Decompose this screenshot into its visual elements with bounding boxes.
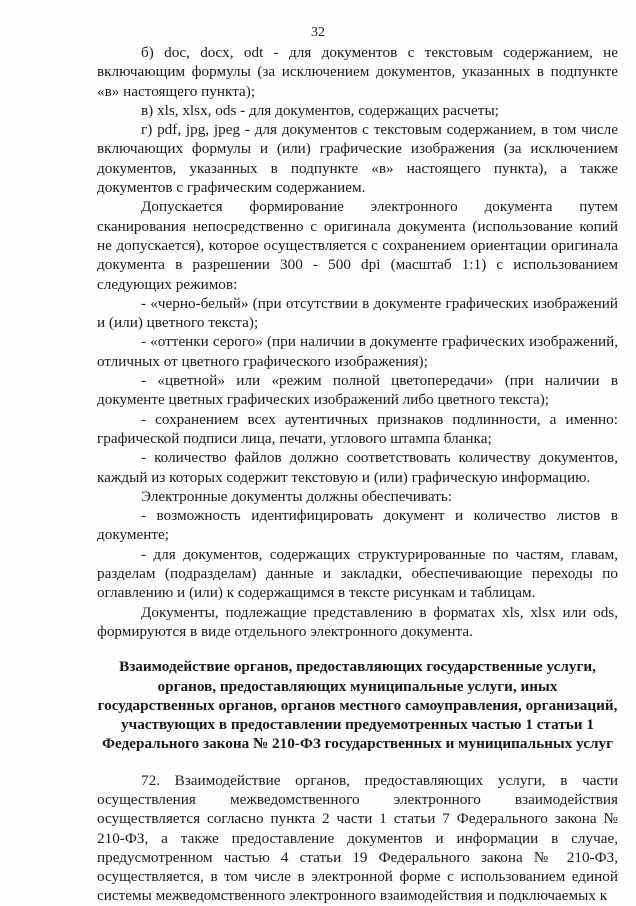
paragraph-requirements: Электронные документы должны обеспечивать: bbox=[141, 487, 452, 505]
page-number: 32 bbox=[311, 25, 325, 40]
list-item-identify: - возможность идентифицировать документ и количество листов в документе; bbox=[97, 507, 618, 544]
list-item-structured: - для документов, содержащих структурированные по частям, главам, разделам (подразделам) данные и закладки, обеспечивающие переходы по оглавлению и (или) к содержащимся в тексте рисункам и таблицам. bbox=[97, 545, 618, 602]
heading-line: Федерального закона № 210-ФЗ государственных и муниципальных услуг bbox=[101, 735, 614, 753]
paragraph-format-doc: б) doc, docx, odt - для документов с текстовым содержанием, не включающим формулы (за исключением документов, указанных в подпункте «в» настоящего пункта); bbox=[97, 44, 618, 100]
list-item-file-count: - количество файлов должно соответствовать количеству документов, каждый из которых содержит текстовую и (или) графическую информацию. bbox=[97, 449, 618, 486]
list-item-black-white: - «черно-белый» (при отсутствии в документе графических изображений и (или) цветного текста); bbox=[97, 294, 618, 332]
heading-line: государственных органов, органов местного самоуправления, организаций, bbox=[97, 696, 618, 714]
heading-line: Взаимодействие органов, предоставляющих государственные услуги, bbox=[119, 658, 596, 676]
paragraph-format-xls: в) xls, xlsx, ods - для документов, содержащих расчеты; bbox=[141, 101, 499, 119]
paragraph-72: 72. Взаимодействие органов, предоставляющих услуги, в части осуществления межведомственного электронного взаимодействия осуществляется согласно пункта 2 части 1 статьи 7 Федерального закона № 210-ФЗ, а также предоставление документов и информации в случае, предусмотренном частью 4 статьи 19 Федерального закона № 210-ФЗ, осуществляется, в том числе в электронной форме с использованием единой системы межведомственного электронного взаимодействия и подключаемых к bbox=[97, 771, 618, 905]
section-heading bbox=[97, 657, 618, 753]
document-body bbox=[97, 43, 618, 906]
list-item-color: - «цветной» или «режим полной цветопередачи» (при наличии в документе цветных графических изображений либо цветного текста); bbox=[97, 372, 618, 409]
heading-line: органов, предоставляющих муниципальные услуги, иных bbox=[157, 677, 558, 695]
paragraph-scanning: Допускается формирование электронного документа путем сканирования непосредственно с оригинала документа (использование копий не допускается), которое осуществляется с сохранением ориентации оригинала документа в разрешении 300 - 500 dpi (масштаб 1:1) с использованием следующих режимов: bbox=[97, 198, 618, 293]
list-item-grayscale: - «оттенки серого» (при наличии в документе графических изображений, отличных от цветного графического изображения); bbox=[97, 333, 618, 370]
paragraph-format-pdf: г) pdf, jpg, jpeg - для документов с текстовым содержанием, в том числе включающих формулы и (или) графические изображения (за исключением документов, указанных в подпункте «в» настоящего пункта), а также документов с графическим содержанием. bbox=[97, 121, 618, 197]
heading-line: участвующих в предоставлении предуемотренных частью 1 статьи 1 bbox=[121, 716, 594, 734]
paragraph-spreadsheets: Документы, подлежащие представлению в форматах xls, xlsx или ods, формируются в виде отдельного электронного документа. bbox=[97, 603, 618, 640]
list-item-authenticity: - сохранением всех аутентичных признаков подлинности, а именно: графической подписи лица, печати, углового штампа бланка; bbox=[97, 410, 618, 447]
